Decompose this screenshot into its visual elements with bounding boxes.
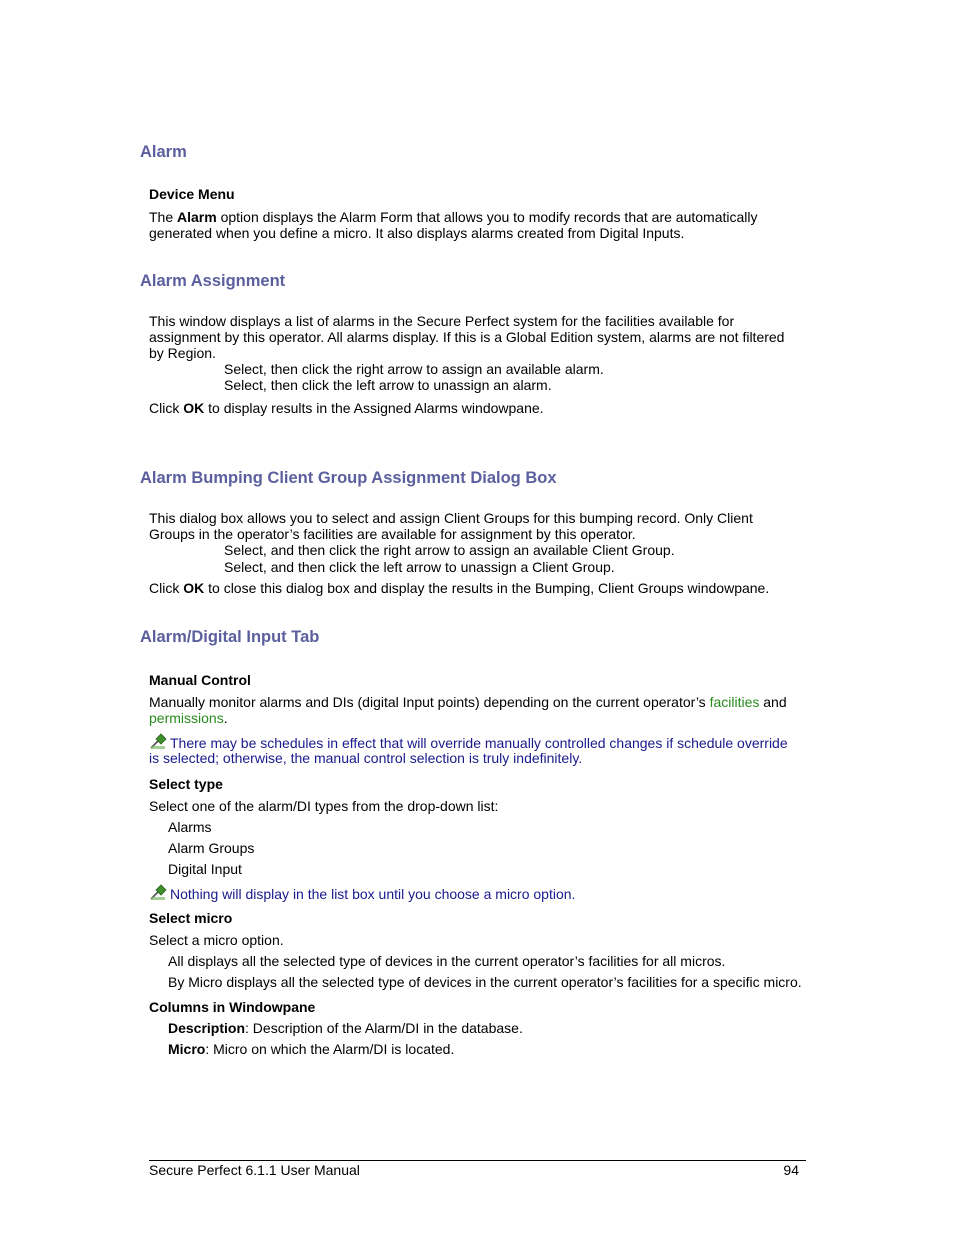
heading-bumping-dialog: Alarm Bumping Client Group Assignment Dialog Box <box>140 469 557 487</box>
footer-divider <box>149 1160 806 1161</box>
subheading-manual-control: Manual Control <box>149 672 251 688</box>
manual-control-line-1: Manually monitor alarms and DIs (digital Input points) depending on the current operator’s facilities and <box>149 694 787 710</box>
assignment-instruction-assign: Select, then click the right arrow to assign an available alarm. <box>224 361 604 377</box>
bumping-instruction-assign: Select, and then click the right arrow to assign an available Client Group. <box>224 542 675 558</box>
type-option-alarms: Alarms <box>168 819 212 835</box>
facilities-link[interactable]: facilities <box>709 694 760 710</box>
assignment-paragraph-line-1: This window displays a list of alarms in the Secure Perfect system for the facilities available for <box>149 313 735 329</box>
bumping-paragraph-line-2: Groups in the operator’s facilities are available for assignment by this operator. <box>149 526 636 542</box>
note-schedule-override-line-1: There may be schedules in effect that will override manually controlled changes if schedule override <box>149 733 788 751</box>
alarm-paragraph-line-1: The Alarm option displays the Alarm Form that allows you to modify records that are automatically <box>149 209 758 225</box>
micro-option-all: All displays all the selected type of devices in the current operator’s facilities for all micros. <box>168 953 726 969</box>
column-micro: Micro: Micro on which the Alarm/DI is located. <box>168 1041 455 1057</box>
subheading-device-menu: Device Menu <box>149 186 235 202</box>
assignment-paragraph-line-3: by Region. <box>149 345 216 361</box>
assignment-paragraph-line-2: assignment by this operator. All alarms display. If this is a Global Edition system, alarms are not filtered <box>149 329 785 345</box>
alarm-paragraph-line-2: generated when you define a micro. It also displays alarms created from Digital Inputs. <box>149 225 685 241</box>
footer-title: Secure Perfect 6.1.1 User Manual <box>149 1162 360 1178</box>
bumping-paragraph-line-1: This dialog box allows you to select and assign Client Groups for this bumping record. Only Client <box>149 510 753 526</box>
heading-alarm-assignment: Alarm Assignment <box>140 272 286 290</box>
note-pin-icon <box>149 884 167 901</box>
column-description: Description: Description of the Alarm/DI in the database. <box>168 1020 523 1036</box>
bumping-click-ok: Click OK to close this dialog box and display the results in the Bumping, Client Groups windowpane. <box>149 580 770 596</box>
type-option-alarm-groups: Alarm Groups <box>168 840 255 856</box>
type-option-digital-input: Digital Input <box>168 861 242 877</box>
subheading-select-micro: Select micro <box>149 910 233 926</box>
select-micro-text: Select a micro option. <box>149 932 284 948</box>
micro-option-by-micro: By Micro displays all the selected type of devices in the current operator’s facilities for a specific micro. <box>168 974 802 990</box>
select-type-text: Select one of the alarm/DI types from the drop-down list: <box>149 798 499 814</box>
assignment-click-ok: Click OK to display results in the Assigned Alarms windowpane. <box>149 400 544 416</box>
subheading-select-type: Select type <box>149 776 223 792</box>
bumping-instruction-unassign: Select, and then click the left arrow to unassign a Client Group. <box>224 559 615 575</box>
subheading-columns: Columns in Windowpane <box>149 999 316 1015</box>
note-pin-icon <box>149 733 167 750</box>
note-schedule-override-line-2: is selected; otherwise, the manual control selection is truly indefinitely. <box>149 750 583 766</box>
manual-control-line-2: permissions. <box>149 710 228 726</box>
heading-alarm: Alarm <box>140 143 187 161</box>
heading-digital-input-tab: Alarm/Digital Input Tab <box>140 628 320 646</box>
assignment-instruction-unassign: Select, then click the left arrow to unassign an alarm. <box>224 377 552 393</box>
permissions-link[interactable]: permissions <box>149 710 224 726</box>
note-list-box: Nothing will display in the list box until you choose a micro option. <box>149 884 575 902</box>
page-number: 94 <box>783 1162 799 1178</box>
